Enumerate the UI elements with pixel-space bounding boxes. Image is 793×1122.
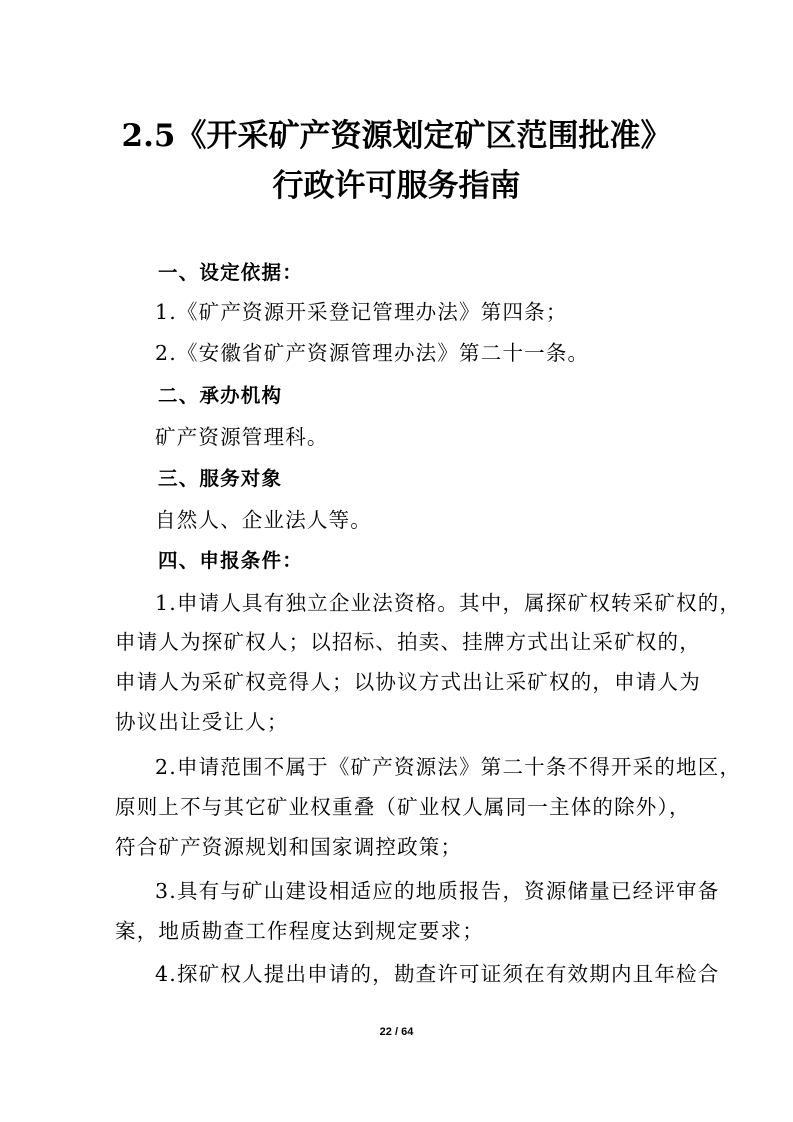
condition-line: 原则上不与其它矿业权重叠（矿业权人属同一主体的除外）， [115,795,691,819]
page-title-line2: 行政许可服务指南 [272,168,521,204]
agency-text: 矿产资源管理科。 [155,425,329,449]
section-heading-target: 三、服务对象 [158,467,283,490]
page-number: 22 / 64 [379,1026,414,1038]
condition-line: 符合矿产资源规划和国家调控政策； [115,835,463,859]
basis-item-1: 1.《矿产资源开采登记管理办法》第四条； [155,300,568,324]
condition-line: 申请人为探矿权人；以招标、拍卖、挂牌方式出让采矿权的， [115,630,701,654]
condition-line: 协议出让受让人； [115,710,289,734]
condition-line: 4.探矿权人提出申请的，勘查许可证须在有效期内且年检合 [155,962,720,986]
section-heading-agency: 二、承办机构 [158,384,283,407]
page-title-line1: 2.5《开采矿产资源划定矿区范围批准》 [121,118,672,154]
target-text: 自然人、企业法人等。 [155,508,372,532]
section-heading-conditions: 四、申报条件： [158,549,303,572]
condition-line: 1.申请人具有独立企业法资格。其中，属探矿权转采矿权的， [155,591,742,615]
condition-line: 3.具有与矿山建设相适应的地质报告，资源储量已经评审备 [155,879,720,903]
condition-line: 申请人为采矿权竞得人；以协议方式出让采矿权的，申请人为 [115,670,701,694]
basis-item-2: 2.《安徽省矿产资源管理办法》第二十一条。 [155,341,590,365]
condition-line: 2.申请范围不属于《矿产资源法》第二十条不得开采的地区， [155,755,742,779]
condition-line: 案，地质勘查工作程度达到规定要求； [115,919,484,943]
section-heading-basis: 一、设定依据： [158,261,303,284]
